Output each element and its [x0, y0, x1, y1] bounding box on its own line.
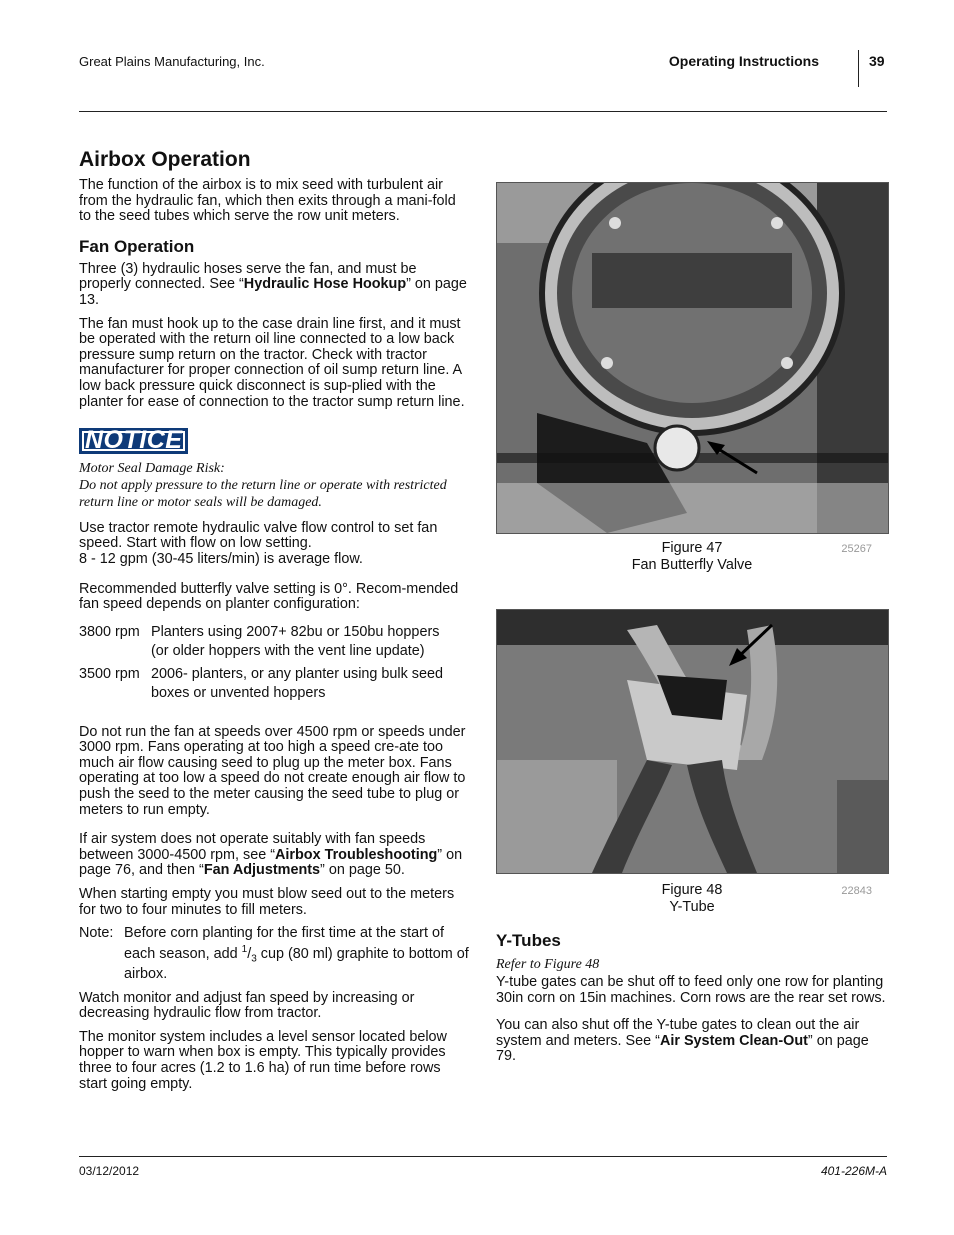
valve-paragraph: Recommended butterfly valve setting is 0°. Recom-mended fan speed depends on planter configuration:: [79, 580, 459, 613]
y-tubes-paragraph-2: [496, 1018, 888, 1065]
trouble-text-a: If air system does not operate suitably with fan speeds between 3000-4500 rpm, see “: [79, 831, 426, 863]
speed-paragraph: Do not run the fan at speeds over 4500 rpm or speeds under 3000 rpm. Fans operating at too high a speed cre-ate too much air flow causing seed to plug up the meter box. Fans operating at too low a speed do not create enough air flow to push the seed to the meter causing the seed tube to plug or meters to run empty.: [79, 723, 466, 818]
y-tubes-heading: Y-Tubes: [496, 931, 561, 950]
hydraulic-hose-hookup-link[interactable]: Hydraulic Hose Hookup: [243, 276, 407, 293]
monitor-paragraph: The monitor system includes a level sensor located below hopper to warn when box is empty. This typically provides three to four acres (1.2 to 1.6 ha) of run time before rows start going empty.: [79, 1028, 447, 1092]
figure-47-number: 25267: [841, 543, 872, 555]
trouble-text-b: ” on page 76, and then “: [79, 846, 463, 879]
note-text-a: Before corn planting for the first time at the start of each season, add: [124, 925, 444, 962]
note-text: Before corn planting for the first time at the start of each season, add $^1/_3$ cup (80 ml) graphite to bottom of airbox.: [124, 925, 469, 983]
figure-48-label: Figure 48: [661, 882, 723, 898]
y-tubes-paragraph-1: Y-tube gates can be shut off to feed only one row for planting 30in corn on 15in machines. Corn rows are the rear set rows.: [496, 974, 886, 1006]
watch-paragraph: Watch monitor and adjust fan speed by increasing or decreasing hydraulic flow from tractor.: [79, 989, 415, 1022]
figure-48-photo: [496, 609, 889, 874]
page-number: 39: [869, 53, 885, 69]
footer-rule: [79, 1156, 887, 1157]
y-tube-image: [497, 610, 888, 873]
rpm-value: 3500 rpm: [79, 665, 140, 682]
note-label: Note:: [79, 925, 114, 942]
ytubes-p2-text-a: You can also shut off the Y-tube gates to clean out the air system and meters. See “: [496, 1017, 860, 1049]
notice-badge: NOTICE: [79, 428, 188, 454]
rpm-description: [151, 623, 439, 661]
rpm-description: [151, 665, 443, 703]
ytubes-p2-text-b: ” on page 79.: [496, 1032, 869, 1065]
header-rule: [79, 111, 887, 112]
fan-operation-heading: Fan Operation: [79, 236, 195, 256]
troubleshoot-paragraph: [79, 832, 471, 879]
notice-text: Do not apply pressure to the return line or operate with restricted return line or motor seals will be damaged.: [79, 477, 447, 510]
footer-date: 03/12/2012: [79, 1164, 140, 1178]
header-divider: [858, 50, 859, 87]
header-company: Great Plains Manufacturing, Inc.: [79, 54, 265, 69]
fraction-numerator: 1: [241, 943, 248, 955]
figure-47-photo: [496, 182, 889, 534]
rpm-row: [79, 623, 471, 661]
intro-paragraph: The function of the airbox is to mix seed with turbulent air from the hydraulic fan, which then exits through a mani-fold to the seed tubes which serve the row unit meters.: [79, 177, 456, 225]
rpm-desc-line: 2006- planters, or any planter using bulk seed: [151, 665, 443, 682]
flow-text-2: 8 - 12 gpm (30-45 liters/min) is average flow.: [79, 550, 363, 567]
trouble-text-c: ” on page 50.: [320, 862, 405, 879]
rpm-row: [79, 665, 471, 703]
airbox-troubleshooting-link[interactable]: Airbox Troubleshooting: [275, 846, 438, 863]
rpm-desc-line: boxes or unvented hoppers: [151, 684, 326, 701]
right-column: [496, 182, 888, 1073]
notice-title: Motor Seal Damage Risk:: [79, 460, 225, 476]
air-system-clean-out-link[interactable]: Air System Clean-Out: [659, 1032, 808, 1049]
rpm-desc-line: Planters using 2007+ 82bu or 150bu hoppers: [151, 623, 440, 640]
figure-47-title: Fan Butterfly Valve: [631, 557, 753, 573]
empty-paragraph: When starting empty you must blow seed out to the meters for two to four minutes to fill meters.: [79, 886, 455, 918]
fan-p1-text-a: Three (3) hydraulic hoses serve the fan, and must be properly connected. See “: [79, 260, 417, 293]
header-section: Operating Instructions: [668, 53, 819, 69]
figure-48-title: Y-Tube: [669, 899, 715, 915]
figure-47-caption: [496, 540, 888, 574]
figure-48-caption: [496, 882, 888, 916]
fraction-denominator: 3: [251, 953, 257, 965]
rpm-table: [79, 623, 471, 703]
left-column: [79, 148, 471, 1100]
rpm-value: 3800 rpm: [79, 623, 140, 640]
fan-p1-text-b: ” on page 13.: [79, 276, 467, 308]
flow-text-1: Use tractor remote hydraulic valve flow control to set fan speed. Start with flow on low setting.: [79, 519, 438, 552]
figure-47-label: Figure 47: [661, 540, 723, 556]
fan-adjustments-link[interactable]: Fan Adjustments: [203, 862, 321, 879]
rpm-desc-line: (or older hoppers with the vent line update): [151, 642, 425, 659]
page-title: Airbox Operation: [79, 148, 251, 171]
note-text-b: cup (80 ml) graphite to bottom of airbox.: [124, 945, 469, 983]
flow-paragraph: [79, 521, 471, 568]
figure-48-number: 22843: [841, 885, 872, 897]
fan-butterfly-valve-image: [497, 183, 888, 533]
y-tubes-reference: Refer to Figure 48: [496, 957, 600, 972]
note-block: [79, 926, 471, 982]
fan-paragraph-2: The fan must hook up to the case drain line first, and it must be operated with the return oil line connected to a low back pressure sump return on the tractor. Check with tractor manufacturer for proper connection of oil sump return line. A low back pressure quick disconnect is sup-plied with the planter for ease of connection to the tractor sump return line.: [79, 315, 465, 410]
fan-paragraph-1: [79, 262, 471, 309]
footer-doc-number: 401-226M-A: [820, 1164, 887, 1178]
